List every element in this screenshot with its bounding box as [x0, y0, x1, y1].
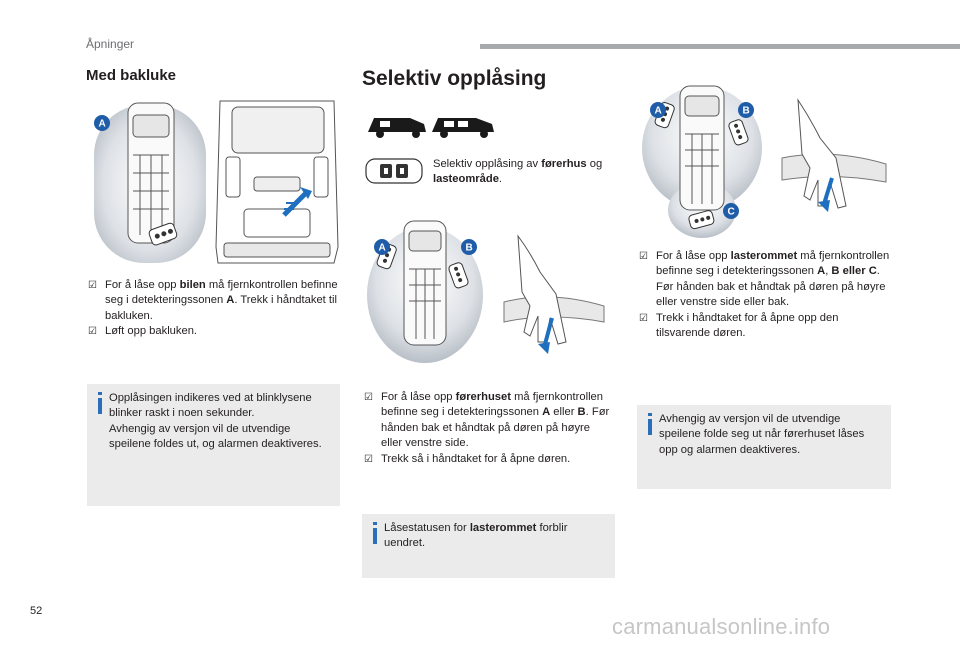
figure-two-vans-icons [366, 110, 496, 140]
zone-badge-a: A [654, 105, 662, 117]
middle-instruction-1: ☑ For å låse opp førerhuset må fjernkontrollen befinne seg i detekteringssonen A eller B. Før hånden bak et håndtak på døren på høyre eller venstre side. [364, 391, 610, 450]
left-instruction-2: ☑ Løft opp bakluken. [88, 325, 198, 338]
figure-van-top-zone-a [88, 95, 213, 265]
right-instruction-1: ☑ For å låse opp lasterommet må fjernkontrollen befinne seg i detekteringssonen A, B eller C. Før hånden bak et håndtak på døren på høyre eller venstre side eller bak. [639, 250, 890, 309]
info-note-middle [362, 514, 615, 578]
heading-med-bakluke: Med bakluke [86, 67, 177, 84]
figure-hand-door-handle-right [778, 98, 890, 218]
info-note-middle-text: Låsestatusen for lasterommet forblir uendret. [384, 522, 568, 550]
info-icon [647, 413, 653, 435]
info-note-right [637, 405, 891, 489]
zone-badge-b: B [465, 242, 473, 254]
info-icon [372, 522, 378, 544]
right-instruction-2: ☑ Trekk i håndtaket for å åpne opp den tilsvarende døren. [639, 311, 839, 340]
middle-instruction-2: ☑ Trekk så i håndtaket for å åpne døren. [364, 452, 571, 465]
zone-badge-a: A [98, 118, 106, 130]
header-bar [480, 44, 960, 49]
info-note-right-text: Avhengig av versjon vil de utvendige speilene folde seg ut når førerhuset låses opp og alarmen deaktiveres. [659, 413, 865, 456]
info-icon [97, 392, 103, 414]
zone-badge-a: A [378, 242, 386, 254]
figure-hand-door-handle-middle [500, 232, 610, 357]
selective-unlock-text: Selektiv opplåsing av førerhus og lasteområde. [433, 158, 603, 186]
watermark: carmanualsonline.info [612, 614, 831, 639]
figure-van-rear-tailgate [214, 97, 340, 267]
heading-selektiv-opplasing: Selektiv opplåsing [362, 67, 547, 90]
page-number: 52 [30, 605, 43, 617]
section-title: Åpninger [86, 37, 135, 51]
info-note-left [87, 384, 340, 506]
right-instructions [639, 249, 895, 341]
left-instructions [88, 278, 338, 340]
middle-instructions [364, 390, 614, 467]
figure-van-top-zones-a-b-c [640, 82, 765, 242]
left-instruction-1: ☑ For å låse opp bilen må fjernkontrollen befinne seg i detekteringssonen A. Trekk i håndtaket til bakluken. [88, 279, 338, 322]
zone-badge-c: C [727, 206, 735, 218]
zone-badge-b: B [742, 105, 750, 117]
figure-van-top-zones-a-b [366, 215, 484, 365]
figure-remote-key-icon [364, 155, 424, 187]
info-note-left-text: Opplåsingen indikeres ved at blinklysene blinker raskt i noen sekunder. Avhengig av versjon vil de utvendige speilene foldes ut, og alarmen deaktiveres. [109, 392, 322, 451]
